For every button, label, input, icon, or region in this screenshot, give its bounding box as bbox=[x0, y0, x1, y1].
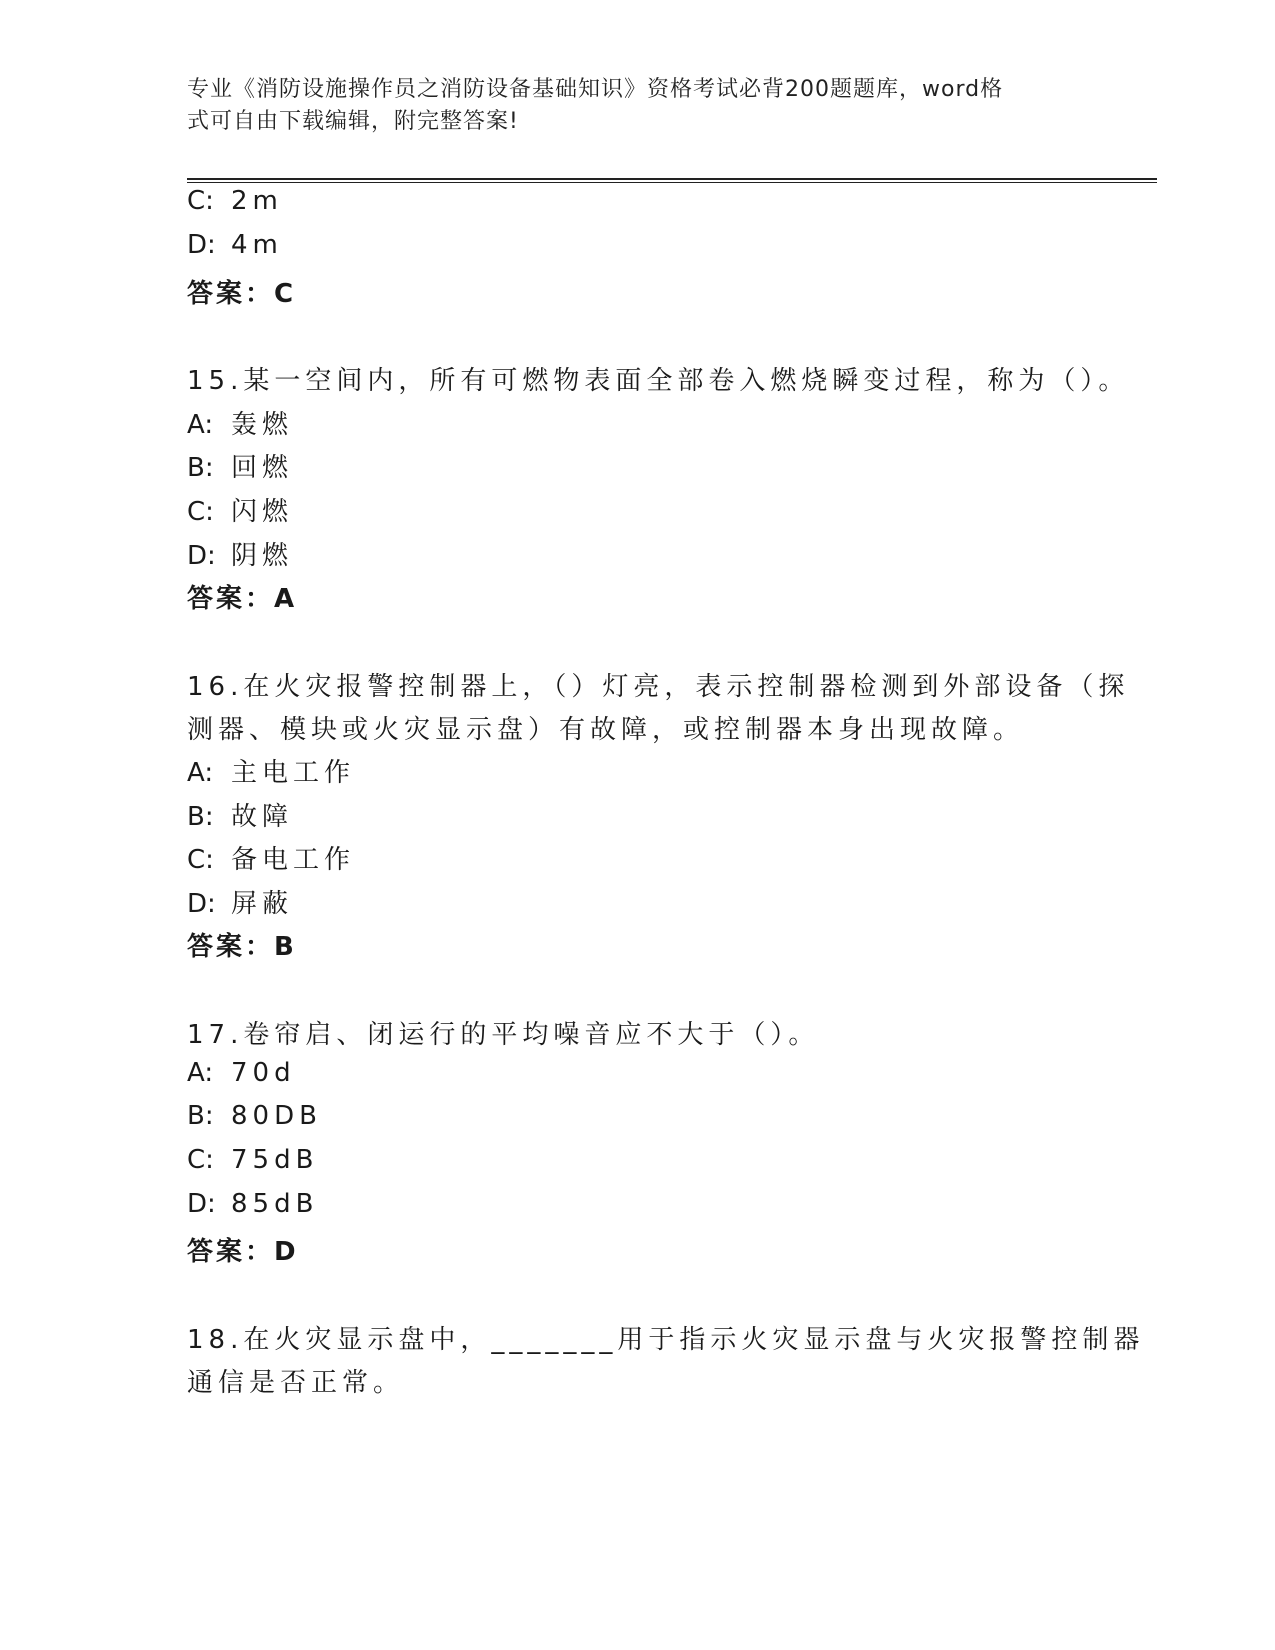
q15-answer bbox=[187, 578, 295, 615]
option-text: 阴燃 bbox=[231, 541, 294, 571]
option-key: D: bbox=[187, 541, 216, 571]
option-key: B: bbox=[187, 802, 214, 832]
option-key: A: bbox=[187, 410, 214, 440]
option-text: 主电工作 bbox=[231, 758, 356, 788]
q17-option-a bbox=[187, 1058, 296, 1088]
answer-label: 答案： bbox=[187, 279, 275, 309]
answer-label: 答案： bbox=[187, 584, 275, 614]
option-text: 70d bbox=[231, 1058, 296, 1088]
q16-question-line-1: 16.在火灾报警控制器上，（）灯亮，表示控制器检测到外部设备（探 bbox=[187, 672, 1130, 702]
option-text: 4m bbox=[231, 230, 283, 260]
q17-question: 17.卷帘启、闭运行的平均噪音应不大于（）。 bbox=[187, 1020, 820, 1050]
option-text: 屏蔽 bbox=[231, 889, 294, 919]
q15-option-c bbox=[187, 491, 293, 528]
answer-value: C bbox=[274, 279, 295, 309]
q16-question-line-2: 测器、模块或火灾显示盘）有故障，或控制器本身出现故障。 bbox=[187, 715, 1025, 745]
q17-answer bbox=[187, 1231, 297, 1268]
option-text: 2m bbox=[231, 186, 283, 216]
q18-question-line-1: 18.在火灾显示盘中，_______用于指示火灾显示盘与火灾报警控制器 bbox=[187, 1325, 1145, 1355]
header-line-1: 专业《消防设施操作员之消防设备基础知识》资格考试必背200题题库，word格 bbox=[187, 77, 1004, 102]
answer-label: 答案： bbox=[187, 932, 275, 962]
q14-option-c bbox=[187, 186, 283, 216]
option-key: C: bbox=[187, 186, 214, 216]
option-key: A: bbox=[187, 758, 214, 788]
q14-answer bbox=[187, 273, 294, 310]
q15-question: 15.某一空间内，所有可燃物表面全部卷入燃烧瞬变过程，称为（）。 bbox=[187, 366, 1130, 396]
option-key: C: bbox=[187, 845, 214, 875]
option-key: B: bbox=[187, 1101, 214, 1131]
option-text: 85dB bbox=[231, 1189, 319, 1219]
q16-option-a bbox=[187, 752, 355, 789]
q15-option-d bbox=[187, 535, 293, 572]
option-text: 故障 bbox=[231, 802, 294, 832]
q15-option-a bbox=[187, 404, 293, 441]
option-text: 轰燃 bbox=[231, 410, 294, 440]
q17-option-b bbox=[187, 1101, 322, 1131]
q15-option-b bbox=[187, 447, 293, 484]
option-key: C: bbox=[187, 1145, 214, 1175]
q14-option-d bbox=[187, 230, 283, 260]
answer-value: D bbox=[274, 1237, 297, 1267]
option-key: B: bbox=[187, 453, 214, 483]
option-key: C: bbox=[187, 497, 214, 527]
option-key: D: bbox=[187, 889, 216, 919]
q16-option-c bbox=[187, 839, 355, 876]
option-text: 闪燃 bbox=[231, 497, 294, 527]
header-divider bbox=[187, 178, 1157, 183]
option-text: 备电工作 bbox=[231, 845, 356, 875]
q17-option-c bbox=[187, 1145, 318, 1175]
q18-question-line-2: 通信是否正常。 bbox=[187, 1368, 405, 1398]
option-text: 75dB bbox=[231, 1145, 319, 1175]
answer-value: B bbox=[274, 932, 295, 962]
answer-value: A bbox=[274, 584, 296, 614]
option-key: D: bbox=[187, 1189, 216, 1219]
option-key: D: bbox=[187, 230, 216, 260]
q16-answer bbox=[187, 926, 295, 963]
q17-option-d bbox=[187, 1189, 318, 1219]
option-text: 回燃 bbox=[231, 453, 294, 483]
q16-option-b bbox=[187, 796, 293, 833]
option-text: 80DB bbox=[231, 1101, 322, 1131]
q16-option-d bbox=[187, 883, 293, 920]
option-key: A: bbox=[187, 1058, 214, 1088]
answer-label: 答案： bbox=[187, 1237, 275, 1267]
header-line-2: 式可自由下载编辑，附完整答案! bbox=[187, 109, 519, 134]
page-header bbox=[187, 74, 1087, 138]
